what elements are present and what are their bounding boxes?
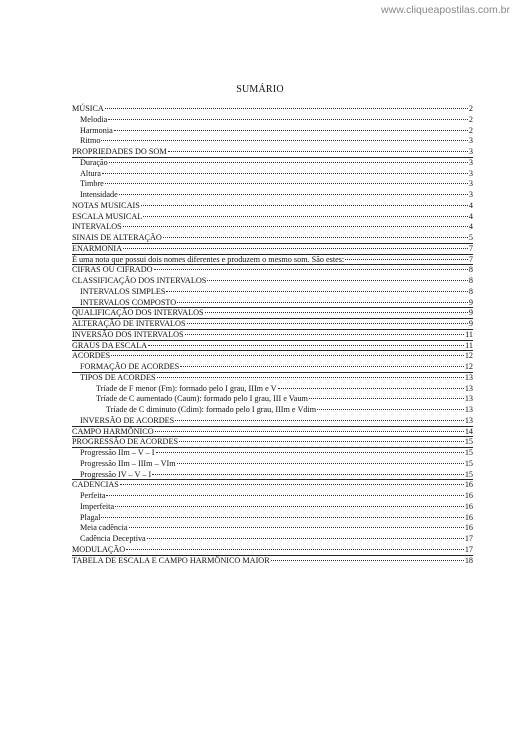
toc-entry[interactable] [72,330,473,341]
toc-leader-dots [175,420,464,421]
toc-entry[interactable] [72,212,473,223]
toc-entry-label: Progressão IIm – IIIm – VIm [80,458,176,468]
toc-leader-dots [129,527,464,528]
toc-entry-label: Progressão IV – V – I [80,469,152,479]
toc-entry[interactable] [72,459,473,470]
toc-leader-dots [155,431,464,432]
page-title: SUMÁRIO [236,84,284,95]
toc-entry-label: Altura [80,168,101,178]
toc-entry-page-number: 8 [468,265,473,275]
toc-entry[interactable] [72,384,473,395]
toc-entry-label: FORMAÇÃO DE ACORDES [80,362,180,371]
toc-entry-label: Tríade de C diminuto (Cdim): formado pelo I grau, IIIm e Vdim [106,405,317,414]
toc-entry[interactable] [72,523,473,534]
toc-entry-label: ALTERAÇÃO DE INTERVALOS [72,319,186,328]
toc-leader-dots [185,334,465,335]
toc-leader-dots [101,140,467,141]
toc-entry-page-number: 2 [468,114,473,124]
toc-entry-label: É uma nota que possui dois nomes diferentes e produzem o mesmo som. São estes: [72,254,345,264]
toc-entry[interactable] [72,158,473,169]
toc-leader-dots [154,269,468,270]
toc-entry-page-number: 11 [465,340,473,350]
toc-entry-page-number: 7 [468,243,473,253]
toc-entry[interactable] [72,351,473,362]
toc-entry[interactable] [72,201,473,212]
toc-entry[interactable] [72,190,473,201]
toc-leader-dots [156,452,464,453]
toc-entry[interactable] [72,244,473,255]
toc-entry[interactable] [72,480,473,491]
toc-entry-label: Melodia [80,114,108,124]
toc-leader-dots [207,280,468,281]
toc-entry[interactable] [72,513,473,524]
toc-entry[interactable] [72,427,473,438]
toc-entry[interactable] [72,319,473,330]
toc-entry-label: MÚSICA [72,104,104,113]
toc-entry-label: Cadência Deceptiva [80,534,146,543]
toc-entry-page-number: 13 [464,372,473,382]
toc-entry-label: ESCALA MUSICAL [72,211,143,221]
toc-entry[interactable] [72,362,473,373]
toc-leader-dots [205,312,468,313]
toc-leader-dots [126,549,464,550]
toc-leader-dots [115,506,464,507]
toc-entry-page-number: 15 [464,458,473,468]
toc-leader-dots [179,441,464,442]
toc-entry-page-number: 9 [468,308,473,318]
toc-entry-label: Timbre [80,179,104,189]
toc-entry[interactable] [72,470,473,481]
toc-leader-dots [143,216,468,217]
toc-leader-dots [152,474,464,475]
toc-entry[interactable] [72,416,473,427]
toc-leader-dots [187,323,468,324]
toc-entry[interactable] [72,265,473,276]
toc-entry-label: INVERSÃO DOS INTERVALOS [72,329,184,339]
toc-entry[interactable] [72,147,473,158]
toc-leader-dots [166,291,468,292]
toc-entry-label: Plagal [80,512,101,522]
toc-leader-dots [114,130,468,131]
toc-entry-page-number: 15 [464,448,473,457]
toc-entry[interactable] [72,545,473,556]
toc-entry[interactable] [72,491,473,502]
toc-entry-page-number: 17 [464,544,473,554]
toc-entry-page-number: 12 [464,362,473,371]
toc-leader-dots [141,205,468,206]
toc-entry-label: CADENCIAS [72,480,119,490]
toc-entry-page-number: 14 [464,426,473,436]
toc-leader-dots [102,173,468,174]
toc-entry[interactable] [72,179,473,190]
toc-leader-dots [271,560,464,561]
toc-entry-label: INVERSÃO DE ACORDES [80,415,175,425]
toc-entry-label: PROPRIEDADES DO SOM [72,147,167,156]
watermark-url: www.cliqueapostilas.com.br [381,4,510,16]
toc-leader-dots [177,463,464,464]
toc-leader-dots [101,517,463,518]
toc-entry-page-number: 15 [464,469,473,479]
toc-entry[interactable] [72,405,473,416]
toc-entry-page-number: 9 [468,297,473,307]
toc-entry[interactable] [72,298,473,309]
toc-entry-label: INTERVALOS SIMPLES [80,286,166,296]
toc-entry-page-number: 17 [464,534,473,543]
toc-leader-dots [119,194,468,195]
toc-entry-label: TABELA DE ESCALA E CAMPO HARMÔNICO MAIOR [72,555,270,565]
toc-entry[interactable] [72,394,473,405]
toc-leader-dots [111,355,464,356]
toc-entry-page-number: 13 [464,415,473,425]
toc-entry-page-number: 3 [468,179,473,189]
toc-entry-label: PROGRESSÃO DE ACORDES [72,437,179,447]
toc-leader-dots [147,538,464,539]
toc-entry-label: INTERVALOS COMPOSTO [80,297,177,307]
toc-entry-label: Perfeita [80,491,106,500]
toc-leader-dots [106,495,463,496]
toc-leader-dots [108,119,468,120]
toc-entry[interactable] [72,104,473,115]
toc-leader-dots [105,183,468,184]
toc-entry-page-number: 3 [468,157,473,167]
toc-leader-dots [168,151,468,152]
toc-leader-dots [163,237,468,238]
toc-entry-page-number: 9 [468,319,473,328]
toc-entry-label: QUALIFICAÇÃO DOS INTERVALOS [72,308,204,318]
toc-entry[interactable] [72,308,473,319]
toc-entry-label: ACORDES [72,351,111,361]
toc-entry-page-number: 3 [468,136,473,146]
toc-entry[interactable] [72,276,473,287]
toc-entry-page-number: 4 [468,211,473,221]
toc-leader-dots [309,398,464,399]
toc-entry-label: CIFRAS OU CIFRADO [72,265,153,275]
toc-entry[interactable] [72,287,473,298]
toc-leader-dots [148,345,464,346]
toc-entry-label: SINAIS DE ALTERAÇÃO [72,233,162,242]
toc-entry-page-number: 16 [464,512,473,522]
toc-entry-label: INTERVALOS [72,222,122,232]
toc-entry-page-number: 18 [464,555,473,565]
toc-entry-label: Progressão IIm – V – I [80,448,155,457]
toc-leader-dots [278,388,464,389]
toc-entry-label: Intensidade [80,190,118,199]
toc-entry[interactable] [72,448,473,459]
toc-leader-dots [105,108,468,109]
toc-entry[interactable] [72,233,473,244]
toc-entry[interactable] [72,437,473,448]
toc-entry-page-number: 4 [468,222,473,232]
toc-entry-page-number: 3 [468,168,473,178]
toc-entry-page-number: 16 [464,491,473,500]
toc-entry-page-number: 7 [468,254,473,264]
toc-entry-label: CAMPO HARMÔNICO [72,426,154,436]
toc-entry-label: Tríade de C aumentado (Caum): formado pelo I grau, III e Vaum [96,394,308,404]
toc-entry-label: CLASSIFICAÇÃO DOS INTERVALOS [72,276,207,285]
toc-entry-page-number: 2 [468,104,473,113]
toc-leader-dots [120,484,464,485]
toc-entry-page-number: 4 [468,200,473,210]
toc-entry-page-number: 16 [464,523,473,533]
toc-entry-page-number: 13 [464,383,473,393]
toc-entry-label: Meia cadência [80,523,128,533]
toc-leader-dots [317,409,464,410]
toc-entry[interactable] [72,115,473,126]
table-of-contents [72,104,473,566]
toc-entry-page-number: 3 [468,147,473,156]
toc-entry-label: Ritmo [80,136,101,146]
toc-entry-page-number: 3 [468,190,473,199]
toc-entry-page-number: 2 [468,125,473,135]
toc-entry[interactable] [72,502,473,513]
toc-leader-dots [157,377,464,378]
toc-entry[interactable] [72,169,473,180]
toc-entry-page-number: 5 [468,233,473,242]
toc-entry-label: Harmonia [80,125,113,135]
toc-entry[interactable] [72,534,473,545]
toc-entry-label: Duração [80,157,108,167]
toc-entry-page-number: 8 [468,286,473,296]
toc-entry[interactable] [72,255,473,266]
toc-entry[interactable] [72,373,473,384]
toc-entry-page-number: 16 [464,480,473,490]
toc-entry[interactable] [72,136,473,147]
toc-entry-page-number: 8 [468,276,473,285]
toc-entry-page-number: 11 [465,329,473,339]
toc-leader-dots [180,366,464,367]
toc-entry[interactable] [72,126,473,137]
toc-leader-dots [123,248,468,249]
toc-entry-label: Tríade de F menor (Fm): formado pelo I grau, IIIm e V [96,383,277,393]
toc-entry-label: GRAUS DA ESCALA [72,340,148,350]
toc-leader-dots [345,259,468,260]
toc-entry-page-number: 16 [464,501,473,511]
toc-entry-page-number: 13 [464,394,473,404]
toc-entry-label: TIPOS DE ACORDES [80,372,156,382]
toc-leader-dots [123,226,468,227]
toc-entry-page-number: 15 [464,437,473,447]
toc-entry[interactable] [72,556,473,567]
toc-entry[interactable] [72,222,473,233]
toc-entry-label: NOTAS MUSICAIS [72,200,140,210]
toc-entry-label: ENARMONIA [72,243,123,253]
toc-entry-page-number: 13 [464,405,473,414]
toc-entry[interactable] [72,341,473,352]
toc-entry-label: MODULAÇÃO [72,544,126,554]
toc-entry-page-number: 12 [464,351,473,361]
toc-entry-label: Imperfeita [80,501,115,511]
toc-leader-dots [177,302,468,303]
toc-leader-dots [109,162,468,163]
